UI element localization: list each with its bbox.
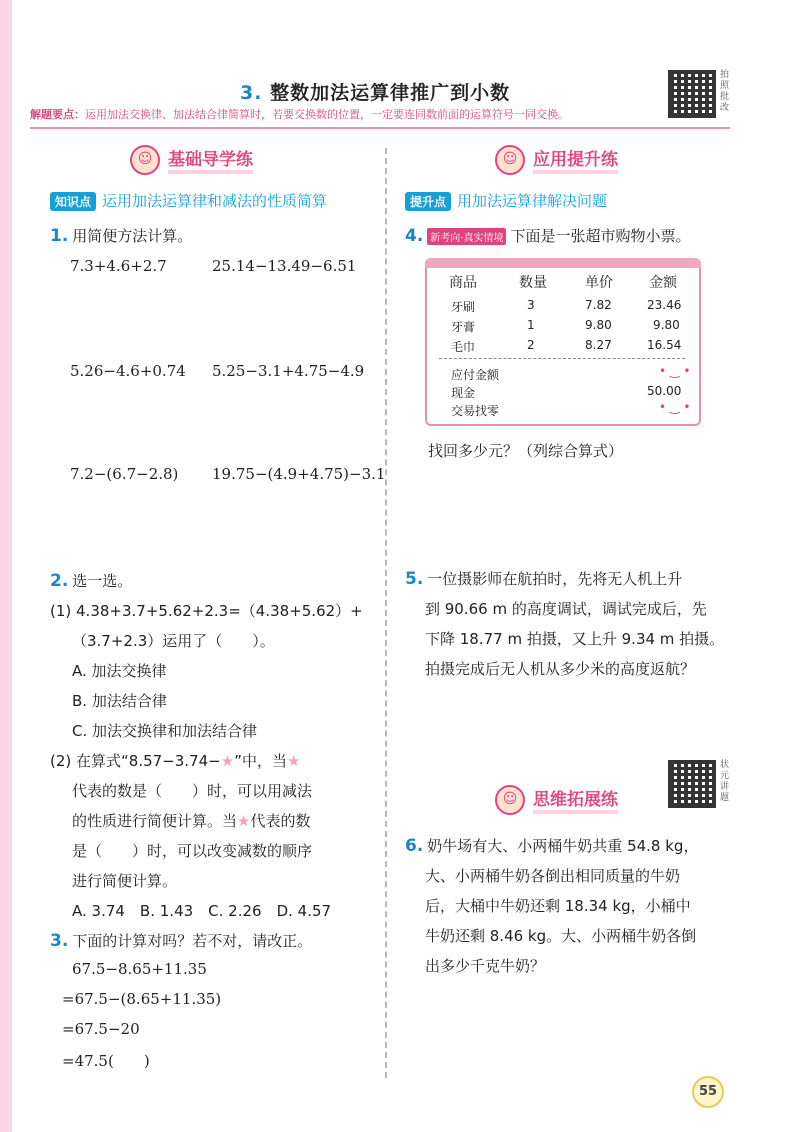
receipt-cell: 9.80 xyxy=(585,318,612,332)
q2-choices: A. 3.74 B. 1.43 C. 2.26 D. 4.57 xyxy=(72,902,332,920)
tip-bar xyxy=(30,103,730,129)
q1-expr: 5.25−3.1+4.75−4.9 xyxy=(212,362,365,380)
section-basic xyxy=(130,145,253,175)
knowledge-point xyxy=(50,190,327,211)
receipt-cell: 16.54 xyxy=(647,338,682,352)
q3-line: =67.5−(8.65+11.35) xyxy=(62,990,222,1008)
q3-text: 下面的计算对吗？若不对，请改正。 xyxy=(72,932,313,950)
page-title xyxy=(240,78,510,105)
mascot-icon: ☺ xyxy=(495,785,525,815)
q2-p2-text: (2) 在算式“8.57−3.74− xyxy=(50,752,221,770)
column-divider xyxy=(385,148,387,1078)
improvement-topic: 用加法运算律解决问题 xyxy=(457,192,608,210)
question-3 xyxy=(50,930,312,951)
question-2 xyxy=(50,570,132,591)
q6-line: 牛奶还剩 8.46 kg。大、小两桶牛奶各倒 xyxy=(425,927,697,945)
q1-expr: 5.26−4.6+0.74 xyxy=(70,362,186,380)
receipt-header: 单价 xyxy=(585,275,613,291)
q2-part2-line5: 进行简便计算。 xyxy=(72,872,178,890)
q1-text: 用简便方法计算。 xyxy=(72,227,193,245)
q4-text: 下面是一张超市购物小票。 xyxy=(510,227,691,245)
receipt-header: 数量 xyxy=(519,275,547,291)
q2-part2-line3 xyxy=(72,810,310,831)
q6-line: 出多少千克牛奶？ xyxy=(425,957,546,975)
q6-line: 后，大桶中牛奶还剩 18.34 kg，小桶中 xyxy=(425,897,691,915)
receipt-change-label: 交易找零 xyxy=(451,404,500,418)
q2-text: 选一选。 xyxy=(72,572,133,590)
section-applied xyxy=(495,145,618,175)
q5-line: 一位摄影师在航拍时，先将无人机上升 xyxy=(427,570,683,588)
knowledge-tag: 知识点 xyxy=(50,192,96,211)
receipt-top-bar xyxy=(425,258,701,268)
question-5 xyxy=(405,568,682,589)
q4-badge: 新考向·真实情境 xyxy=(427,228,506,245)
mascot-icon: ☺ xyxy=(495,145,525,175)
receipt-cash-label: 现金 xyxy=(451,386,476,400)
receipt-cell: 23.46 xyxy=(647,298,682,312)
q2-number: 2. xyxy=(50,571,69,591)
receipt-cell: 毛巾 xyxy=(451,340,476,354)
receipt-cash-value: 50.00 xyxy=(647,384,682,398)
q6-line: 大、小两桶牛奶各倒出相同质量的牛奶 xyxy=(425,867,681,885)
q2-part2-line4: 是（ ）时，可以改变减数的顺序 xyxy=(72,842,313,860)
q1-expr: 7.3+4.6+2.7 xyxy=(70,257,167,275)
q1-number: 1. xyxy=(50,226,69,246)
receipt-cell: 7.82 xyxy=(585,298,612,312)
star-icon: ★ xyxy=(237,812,251,830)
blank-face-icon: • ‿ • xyxy=(659,364,691,378)
q5-line: 到 90.66 m 的高度调试，调试完成后，先 xyxy=(425,600,707,618)
q1-expr: 19.75−(4.9+4.75)−3.1 xyxy=(212,465,386,483)
q5-number: 5. xyxy=(405,569,424,589)
receipt-dash xyxy=(439,358,685,359)
section-applied-title: 应用提升练 xyxy=(533,145,618,174)
star-icon: ★ xyxy=(286,752,301,770)
section-extension-title: 思维拓展练 xyxy=(533,785,618,814)
receipt-cell: 9.80 xyxy=(653,318,680,332)
receipt-cell: 8.27 xyxy=(585,338,612,352)
q3-number: 3. xyxy=(50,931,69,951)
receipt-cell: 3 xyxy=(527,298,535,312)
receipt-header: 金额 xyxy=(649,275,677,291)
receipt-payable-label: 应付金额 xyxy=(451,368,500,382)
q4-question: 找回多少元？（列综合算式） xyxy=(428,442,624,460)
q6-number: 6. xyxy=(405,836,424,856)
q2-option-c: C. 加法交换律和加法结合律 xyxy=(72,722,258,740)
section-extension xyxy=(495,785,618,815)
q2-option-b: B. 加法结合律 xyxy=(72,692,167,710)
page-number: 55 xyxy=(692,1076,724,1108)
star-icon: ★ xyxy=(220,752,235,770)
receipt-cell: 牙膏 xyxy=(451,320,476,334)
improvement-tag: 提升点 xyxy=(405,192,451,211)
improvement-point xyxy=(405,190,607,211)
q2-part2-line1 xyxy=(50,750,300,771)
q2-p2-text: 代表的数 xyxy=(250,812,311,830)
q6-line: 奶牛场有大、小两桶牛奶共重 54.8 kg， xyxy=(427,837,699,855)
qr-code-icon[interactable] xyxy=(668,760,716,808)
q2-p2-text: ”中，当 xyxy=(234,752,287,770)
blank-face-icon: • ‿ • xyxy=(659,400,691,414)
q1-expr: 7.2−(6.7−2.8) xyxy=(70,465,179,483)
q2-part1-line2: （3.7+2.3）运用了（ ）。 xyxy=(72,632,275,650)
q3-line: =67.5−20 xyxy=(62,1020,140,1038)
question-1 xyxy=(50,225,192,246)
q4-number: 4. xyxy=(405,226,424,246)
q3-line: 67.5−8.65+11.35 xyxy=(72,960,207,978)
receipt-header: 商品 xyxy=(449,275,477,291)
mascot-icon: ☺ xyxy=(130,145,160,175)
q2-part2-line2: 代表的数是（ ）时，可以用减法 xyxy=(72,782,313,800)
title-number: 3. xyxy=(240,82,263,104)
qr-label-top: 拍照批改 xyxy=(720,70,730,113)
receipt xyxy=(425,258,701,426)
section-basic-title: 基础导学练 xyxy=(168,145,253,174)
question-6 xyxy=(405,835,698,856)
q2-p2-text: 的性质进行简便计算。当 xyxy=(72,812,238,830)
q5-line: 下降 18.77 m 拍摄，又上升 9.34 m 拍摄。 xyxy=(425,630,725,648)
receipt-cell: 2 xyxy=(527,338,535,352)
receipt-cell: 牙刷 xyxy=(451,300,476,314)
qr-label-bottom: 状元讲题 xyxy=(720,760,730,803)
title-text: 整数加法运算律推广到小数 xyxy=(270,82,511,104)
q3-line: =47.5( ) xyxy=(62,1052,150,1070)
tip-text: 运用加法交换律、加法结合律简算时，若要交换数的位置，一定要连同数前面的运算符号一同交换。 xyxy=(85,108,569,121)
q5-line: 拍摄完成后无人机从多少米的高度返航？ xyxy=(425,660,696,678)
knowledge-topic: 运用加法运算律和减法的性质简算 xyxy=(102,192,328,210)
question-4 xyxy=(405,225,691,246)
tip-key: 解题要点： xyxy=(30,108,85,121)
q1-expr: 25.14−13.49−6.51 xyxy=(212,257,357,275)
receipt-cell: 1 xyxy=(527,318,535,332)
q2-part1-line1: (1) 4.38+3.7+5.62+2.3=（4.38+5.62）+ xyxy=(50,602,363,620)
q2-option-a: A. 加法交换律 xyxy=(72,662,167,680)
page-edge-strip xyxy=(0,0,12,1132)
